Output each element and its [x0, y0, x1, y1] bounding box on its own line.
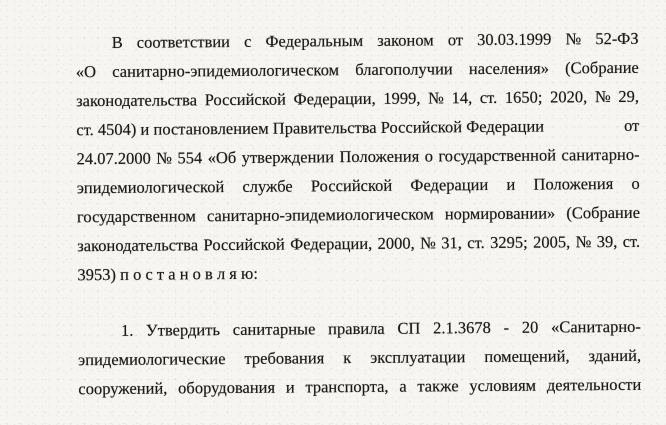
- word: «Об: [207, 147, 237, 168]
- word: также: [417, 376, 459, 396]
- word: (Собрание: [566, 202, 641, 223]
- word: эксплуатации: [370, 347, 466, 367]
- word: утверждении: [241, 147, 335, 167]
- word: 31,: [441, 233, 462, 253]
- word: Федеральным: [265, 30, 364, 51]
- word: 20: [521, 317, 539, 337]
- text-line: [76, 24, 639, 57]
- word: зданий,: [588, 345, 642, 366]
- word: 52-ФЗ: [595, 28, 639, 49]
- word: к: [343, 348, 352, 368]
- word: 2000,: [377, 233, 415, 253]
- document-lines: [76, 24, 642, 403]
- word: благополучии: [355, 59, 453, 80]
- word: о: [631, 173, 640, 193]
- text-line: [78, 312, 641, 345]
- word: о: [424, 146, 434, 166]
- word: правила: [328, 318, 385, 339]
- text-line: [77, 227, 640, 260]
- text-line: [76, 53, 639, 86]
- word: законом: [377, 30, 434, 50]
- word: условиям: [469, 375, 537, 396]
- text-line: 3953) п о с т а н о в л я ю:: [77, 263, 258, 285]
- word: ст.: [479, 87, 498, 108]
- word: «О: [75, 62, 97, 82]
- word: 2.1.3678: [433, 317, 491, 338]
- word: населения»: [468, 58, 550, 79]
- word: 3295;: [489, 232, 528, 252]
- word: «Санитарно-: [550, 316, 641, 337]
- word: Российской: [310, 175, 393, 196]
- word: санитарные: [232, 319, 316, 339]
- word: государственном: [76, 206, 196, 227]
- word: 2005,: [532, 232, 571, 252]
- word: Положения: [339, 146, 420, 167]
- word: помещений,: [484, 346, 570, 367]
- word: Положения: [533, 173, 614, 194]
- word: Федерации,: [293, 88, 376, 109]
- word: государственной: [438, 145, 557, 166]
- word: и: [506, 174, 516, 194]
- word: 2020,: [550, 87, 588, 107]
- word: 1999,: [383, 88, 421, 108]
- text-line: [78, 341, 641, 374]
- text-line: [78, 370, 641, 403]
- word: Федерации,: [290, 233, 373, 254]
- text-line: [76, 140, 639, 173]
- word: -: [503, 317, 510, 337]
- word: эпидемиологической: [76, 177, 225, 198]
- word: №: [565, 29, 582, 49]
- text-line: [76, 82, 639, 115]
- word: 39,: [596, 231, 618, 252]
- word: требования: [244, 348, 325, 368]
- text-line: [77, 169, 640, 202]
- word: Российской: [204, 89, 287, 110]
- word: №: [420, 233, 436, 253]
- word: Федерации: [410, 174, 489, 195]
- word: эпидемиологические: [78, 349, 226, 370]
- word: №: [594, 87, 611, 107]
- line-right-part: от: [623, 115, 640, 135]
- word: деятельности: [546, 374, 642, 395]
- word: ст.: [467, 233, 485, 253]
- word: 14,: [451, 88, 473, 108]
- word: транспорта,: [305, 376, 389, 397]
- text-line: [77, 198, 640, 231]
- word: с: [243, 31, 252, 51]
- word: оборудования: [178, 377, 276, 398]
- word: 1650;: [504, 87, 543, 107]
- word: №: [575, 232, 592, 252]
- word: санитарно-эпидемиологическом: [112, 60, 340, 81]
- word: 30.03.1999: [477, 29, 552, 50]
- word: законодательства: [77, 235, 199, 256]
- word: В: [111, 32, 123, 52]
- word: №: [428, 88, 444, 108]
- word: санитарно-: [561, 144, 640, 165]
- word: СП: [397, 318, 421, 338]
- word: и: [285, 377, 295, 397]
- word: законодательства: [76, 90, 198, 111]
- word: ст.: [622, 231, 641, 251]
- word: сооружений,: [78, 378, 168, 399]
- line-left-part: ст. 4504) и постановлением Правительства Российской Федерации: [76, 116, 545, 140]
- word: санитарно-эпидемиологическом: [206, 204, 434, 226]
- word: 554: [177, 148, 203, 168]
- word: службе: [242, 176, 293, 196]
- word: 24.07.2000: [76, 148, 151, 169]
- word: Российской: [203, 234, 285, 255]
- word: нормировании»: [444, 203, 556, 224]
- word: а: [399, 376, 407, 396]
- word: соответствии: [136, 32, 231, 52]
- word: 1.: [120, 320, 134, 340]
- word: Утвердить: [145, 320, 220, 340]
- word: 29,: [618, 86, 640, 106]
- word: от: [447, 30, 464, 50]
- word: №: [156, 148, 173, 168]
- word: (Собрание: [565, 57, 639, 78]
- document-text-block: [76, 24, 642, 403]
- text-line: [76, 111, 639, 144]
